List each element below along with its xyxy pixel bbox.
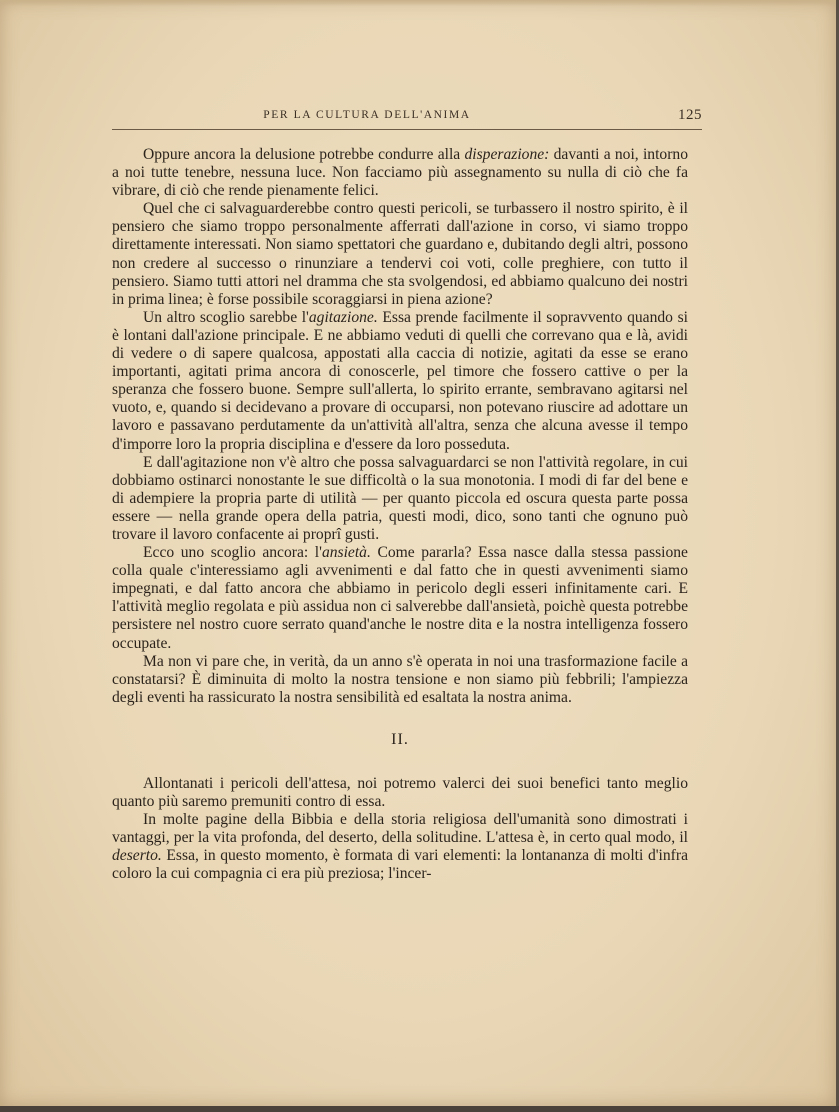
section-number: II. xyxy=(391,730,409,748)
background-edge-bottom xyxy=(0,1106,839,1112)
paragraph: Ecco uno scoglio ancora: l'ansietà. Come pararla? Essa nasce dalla stessa passione colla quale c'interessiamo agli avvenimenti e dal fatto che in questi avvenimenti siamo impegnati, e dal fatto ancora che abbiamo in pericolo degli esseri infinitamente cari. E l'attività meglio regolata e più assidua non ci salverebbe dall'ansietà, poichè questa potrebbe persistere nel nostro cuore serrato quand'anche le nostre dita e la nostra intelligenza fossero occupate. xyxy=(112,544,688,652)
emphasis: deserto. xyxy=(112,847,162,865)
page-header xyxy=(112,107,702,130)
emphasis: ansietà. xyxy=(321,544,371,562)
paragraph: Oppure ancora la delusione potrebbe condurre alla disperazione: davanti a noi, intorno a noi tutte tenebre, nessuna luce. Non facciamo più assegnamento su nulla di ciò che fa vibrare, di ciò che rende pienamente felici. xyxy=(112,146,688,200)
paragraph: Allontanati i pericoli dell'attesa, noi potremo valerci dei suoi benefici tanto meglio quanto più saremo premuniti contro di essa. xyxy=(112,775,688,811)
paragraph: Ma non vi pare che, in verità, da un anno s'è operata in noi una trasformazione facile a constatarsi? È diminuita di molto la nostra tensione e non siamo più febbrili; l'ampiezza degli eventi ha rassicurato la nostra sensibilità ed esaltata la nostra anima. xyxy=(112,652,688,706)
page-number: 125 xyxy=(678,107,702,123)
running-title: PER LA CULTURA DELL'ANIMA xyxy=(263,109,471,121)
emphasis: agitazione. xyxy=(308,308,378,326)
paragraph: Un altro scoglio sarebbe l'agitazione. Essa prende facilmente il sopravvento quando si è lontani dall'azione principale. E ne abbiamo veduti di quelli che correvano qua e là, avidi di vedere o di sapere qualcosa, appostati alla caccia di notizie, agitati da esse se erano importanti, agitati prima ancora di conoscerle, pel timore che fossero cattive o per la speranza che fossero buone. Sempre sull'allerta, lo spirito errante, sembravano agitarsi nel vuoto, e, quando si decidevano a provare di occuparsi, non potevano riuscire ad adottare un lavoro e passavano perdutamente da un'attività all'altra, senza che alcuna avesse il tempo d'imporre loro la propria disciplina e d'essere da loro posseduta. xyxy=(112,308,688,453)
paragraph: In molte pagine della Bibbia e della storia religiosa dell'umanità sono dimostrati i vantaggi, per la vita profonda, del deserto, della solitudine. L'attesa è, in certo qual modo, il deserto. Essa, in questo momento, è formata di vari elementi: la lontananza di molti d'infra coloro la cui compagnia ci era più preziosa; l'incer- xyxy=(112,811,688,883)
paragraph: Quel che ci salvaguarderebbe contro questi pericoli, se turbassero il nostro spirito, è il pensiero che siamo troppo personalmente afferrati dall'azione in corso, vi siamo troppo direttamente interessati. Non siamo spettatori che guardano e, dubitando degli altri, possono non credere al successo o rinunziare a tendervi coi voti, colle preghiere, con tutto il pensiero. Siamo tutti attori nel dramma che sta svolgendosi, ed abbiamo qualcuno dei nostri in prima linea; è forse possibile scoraggiarsi in piena azione? xyxy=(112,200,688,308)
paragraph: E dall'agitazione non v'è altro che possa salvaguardarci se non l'attività regolare, in cui dobbiamo ostinarci nonostante le sue difficoltà o la sua monotonia. I modi di far del bene e di adempiere la propria parte di utilità — per quanto piccola ed oscura questa parte possa essere — nella grande opera della patria, questi modi, dico, sono tanti che ognuno può trovare il lavoro confacente ai proprî gusti. xyxy=(112,453,688,543)
page-top-edge xyxy=(0,0,836,6)
emphasis: disperazione: xyxy=(464,146,550,163)
body-text xyxy=(112,146,688,884)
